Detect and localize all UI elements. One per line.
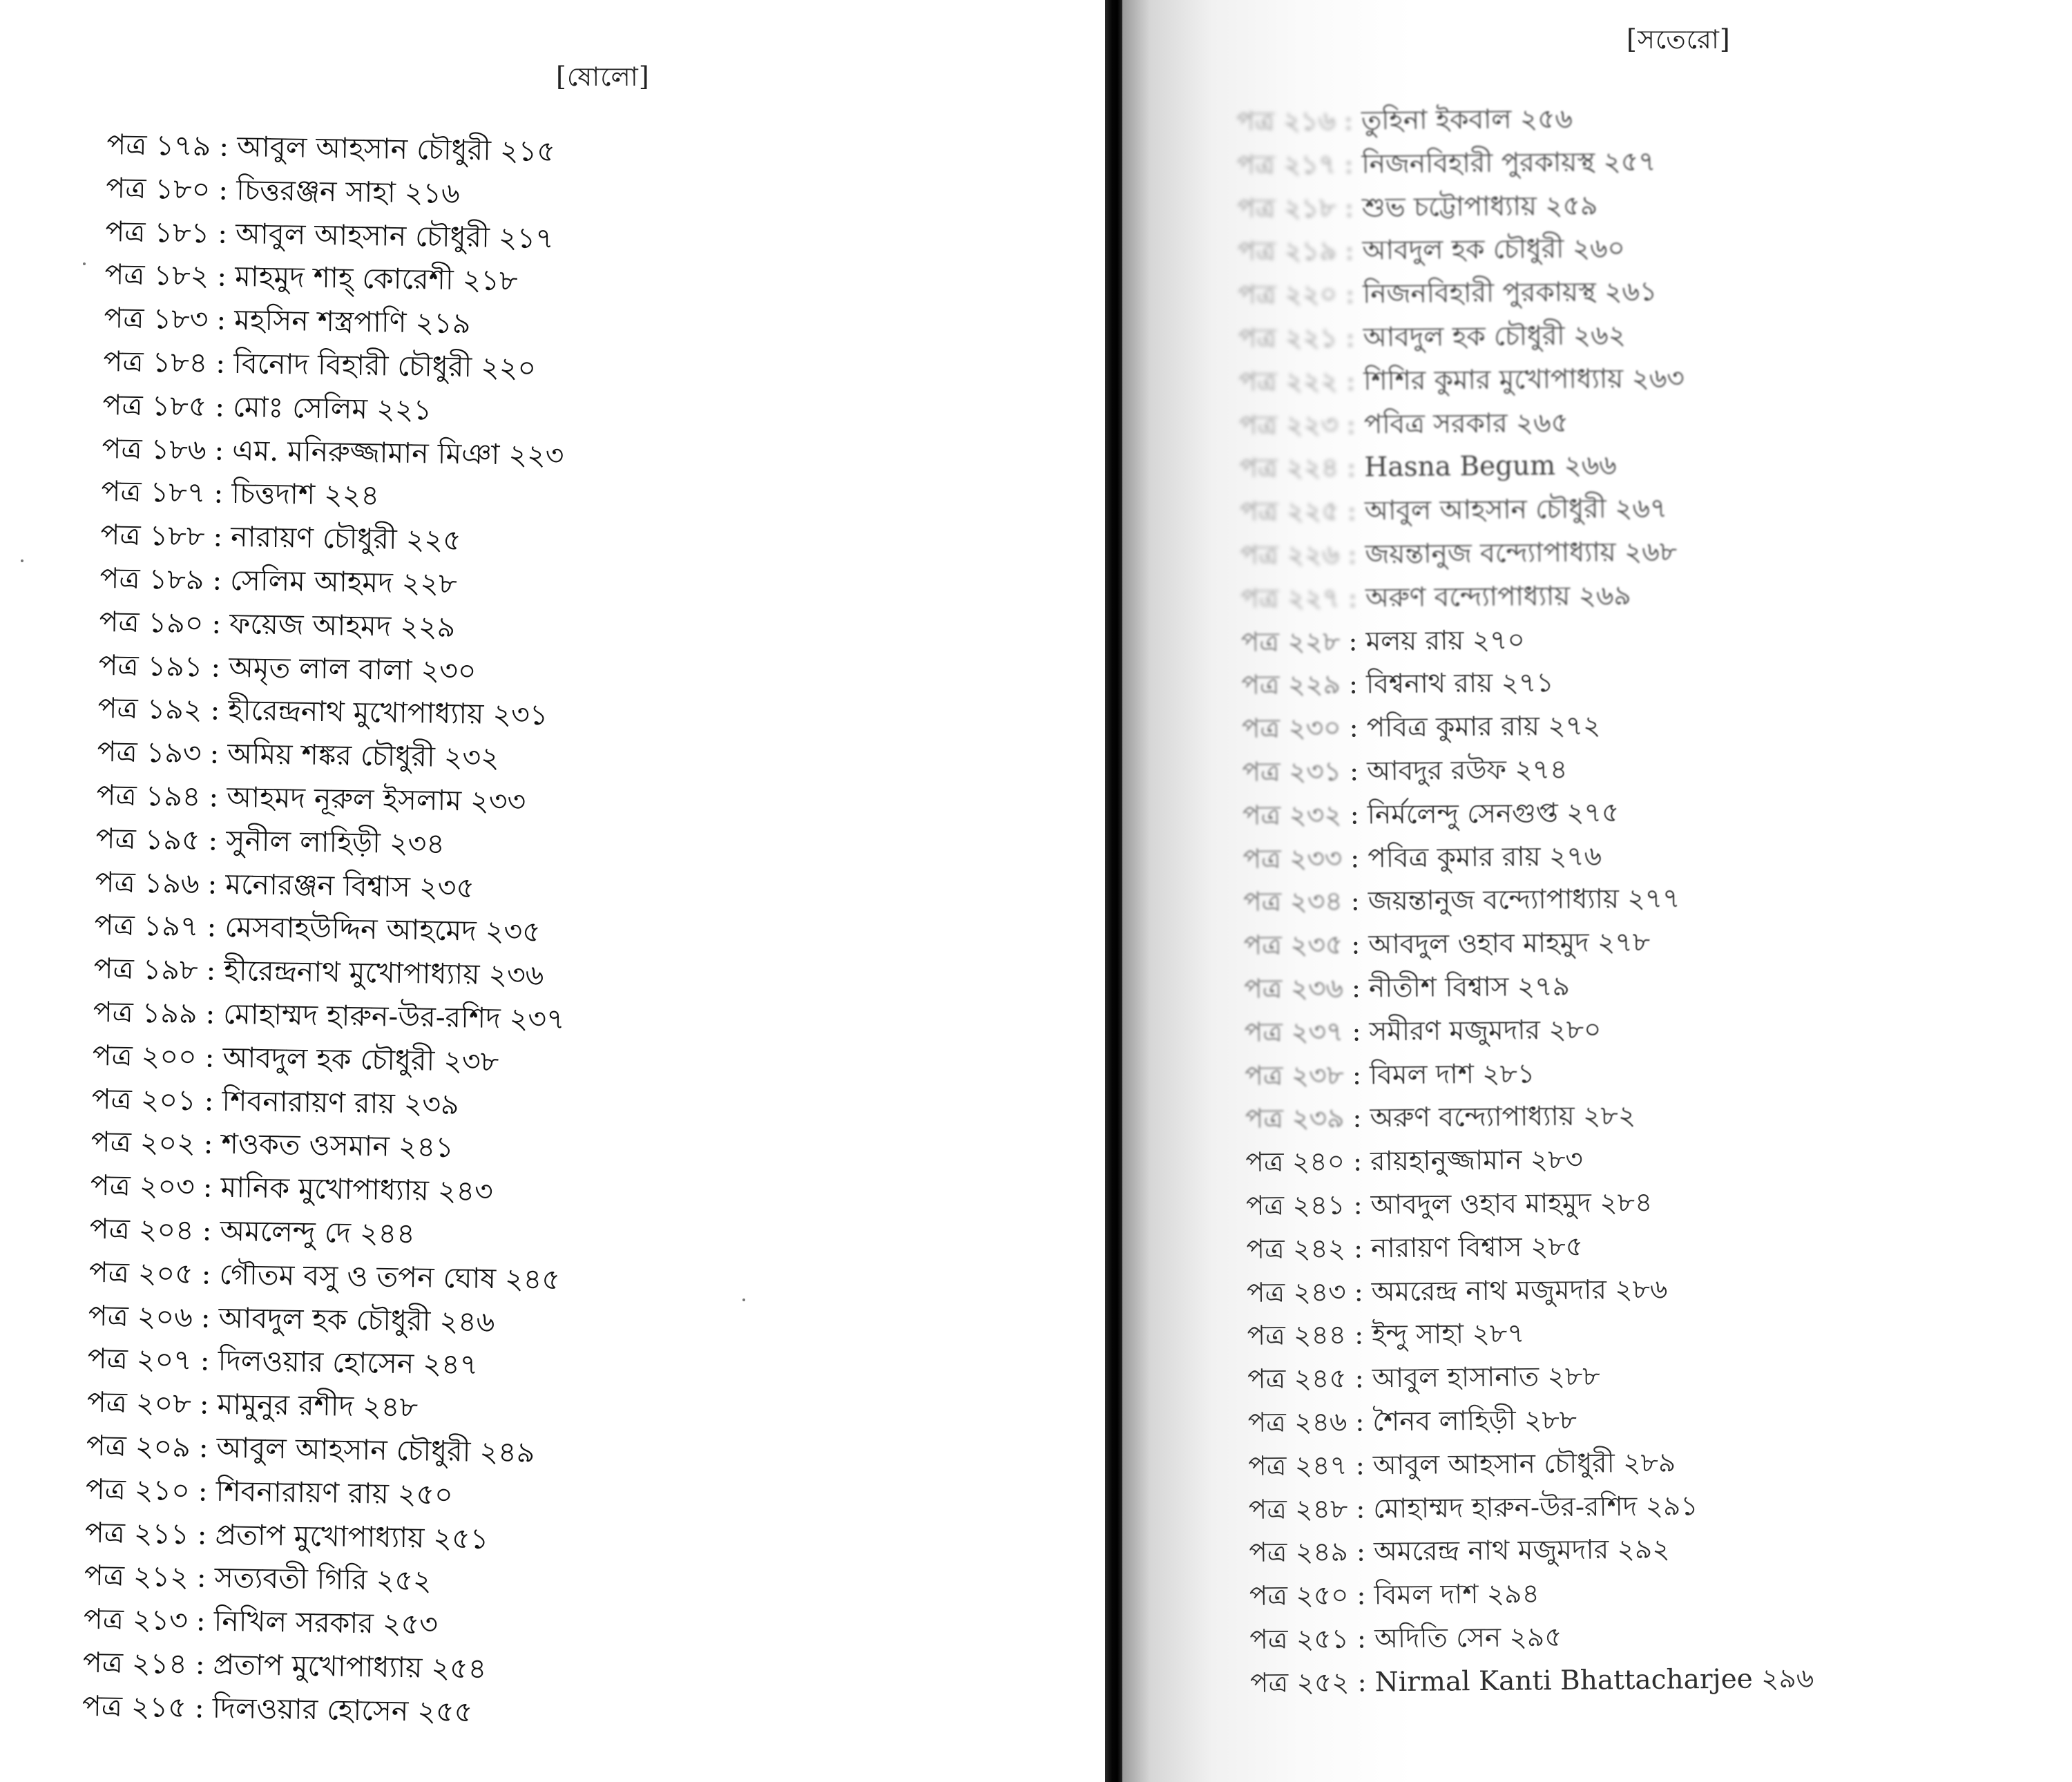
entry-separator: : — [1351, 973, 1361, 1004]
letter-number: পত্র ২৪৭ — [1248, 1450, 1347, 1482]
entry-separator: : — [199, 1387, 210, 1421]
index-entry — [1241, 658, 2036, 708]
author-and-page: নিজনবিহারী পুরকায়স্থ ২৫৭ — [1361, 146, 1656, 180]
letter-number: পত্র ১৮৮ — [100, 518, 205, 553]
letter-number: পত্র ২৪১ — [1245, 1189, 1345, 1222]
author-and-page: আবুল হাসানাত ২৮৮ — [1372, 1361, 1600, 1395]
author-and-page: গৌতম বসু ও তপন ঘোষ ২৪৫ — [219, 1257, 561, 1296]
letter-number: পত্র ২১১ — [84, 1515, 190, 1551]
entry-separator: : — [205, 997, 215, 1031]
entry-separator: : — [1356, 1536, 1366, 1568]
index-entry — [1245, 1091, 2040, 1142]
entry-separator: : — [212, 563, 222, 597]
author-and-page: আবদুল ওহাব মাহমুদ ২৮৪ — [1370, 1187, 1653, 1221]
entry-separator: : — [1354, 1319, 1364, 1351]
author-and-page: জয়ন্তানুজ বন্দ্যোপাধ্যায় ২৭৭ — [1368, 883, 1680, 917]
author-and-page: তুহিনা ইকবাল ২৫৬ — [1361, 103, 1573, 137]
index-entry — [1242, 701, 2037, 751]
author-and-page: নারায়ণ চৌধুরী ২২৫ — [230, 520, 462, 557]
letter-number: পত্র ২০৪ — [89, 1211, 195, 1247]
letter-number: পত্র ২৪৩ — [1246, 1276, 1346, 1309]
letter-number: পত্র ২২৭ — [1240, 582, 1341, 615]
author-and-page: ফয়েজ আহমদ ২২৯ — [229, 606, 456, 644]
author-and-page: বিমল দাশ ২৮১ — [1369, 1057, 1535, 1091]
author-and-page: শিবনারায়ণ রায় ২৩৯ — [222, 1084, 460, 1121]
entry-separator: : — [217, 259, 227, 294]
index-entry — [1247, 1265, 2042, 1315]
author-and-page: সেলিম আহমদ ২২৮ — [229, 563, 458, 601]
letter-number: পত্র ২৪৮ — [1248, 1493, 1348, 1526]
letter-number: পত্র ২৩০ — [1241, 712, 1341, 745]
entry-separator: : — [1352, 1016, 1361, 1048]
entry-separator: : — [1352, 1102, 1362, 1134]
letter-number: পত্র ২২২ — [1238, 365, 1339, 398]
author-and-page: ইন্দু সাহা ২৮৭ — [1372, 1318, 1525, 1351]
author-and-page: আবদুল ওহাব মাহমুদ ২৭৮ — [1368, 926, 1651, 961]
entry-separator: : — [206, 953, 216, 987]
author-and-page: শিবনারায়ণ রায় ২৫০ — [215, 1474, 454, 1511]
entry-separator: : — [1345, 235, 1354, 267]
entry-separator: : — [1347, 495, 1357, 527]
author-and-page: শওকত ওসমান ২৪১ — [221, 1127, 454, 1165]
entry-separator: : — [1346, 452, 1356, 483]
letter-number: পত্র ১৯৮ — [93, 951, 198, 987]
letter-number: পত্র ২৩৮ — [1245, 1060, 1345, 1092]
letter-number: পত্র ২৩৯ — [1245, 1103, 1345, 1136]
letter-number: পত্র ২০৫ — [88, 1255, 194, 1290]
author-and-page: আবুল আহসান চৌধুরী ২১৭ — [235, 216, 555, 255]
letter-number: পত্র ২৪৬ — [1247, 1406, 1347, 1439]
author-and-page: শুভ চট্টোপাধ্যায় ২৫৯ — [1361, 190, 1598, 224]
index-entry — [1240, 528, 2035, 578]
letter-number: পত্র ২১৭ — [1236, 148, 1336, 181]
entry-separator: : — [211, 650, 221, 684]
letter-number: পত্র ২৫১ — [1249, 1623, 1350, 1656]
entry-separator: : — [1356, 1580, 1366, 1611]
page-number-header: [ষোলো] — [556, 61, 650, 92]
author-and-page: আবুল আহসান চৌধুরী ২৬৭ — [1364, 492, 1668, 527]
entry-separator: : — [1354, 1363, 1364, 1395]
letter-number: পত্র ২৫০ — [1249, 1580, 1349, 1613]
author-and-page: বিমল দাশ ২৯৪ — [1374, 1578, 1539, 1611]
index-entry — [1243, 874, 2038, 925]
entry-separator: : — [204, 1040, 215, 1074]
index-entry — [1239, 441, 2034, 491]
author-and-page: শৈনব লাহিড়ী ২৮৮ — [1372, 1404, 1577, 1438]
author-and-page: Nirmal Kanti Bhattacharjee ২৯৬ — [1374, 1663, 1814, 1698]
entry-separator: : — [216, 303, 227, 336]
letter-number: পত্র ১৭৯ — [106, 127, 211, 163]
index-entry — [1243, 831, 2037, 881]
author-and-page: এম. মনিরুজ্জামান মিঞা ২২৩ — [231, 433, 564, 472]
paper-speck — [21, 559, 23, 562]
letter-number: পত্র ২০২ — [90, 1125, 196, 1160]
entry-separator: : — [218, 173, 229, 207]
entry-separator: : — [209, 736, 220, 770]
entry-separator: : — [218, 129, 229, 163]
letter-number: পত্র ২১২ — [84, 1559, 189, 1594]
letter-number: পত্র ১৯৪ — [96, 778, 201, 814]
index-entry — [1237, 137, 2032, 188]
letter-number: পত্র ১৯৩ — [97, 735, 202, 770]
entry-separator: : — [211, 606, 222, 640]
author-and-page: অরুণ বন্দ্যোপাধ্যায় ২৬৯ — [1365, 579, 1631, 614]
index-entry — [1249, 1612, 2044, 1663]
entry-separator: : — [201, 1257, 211, 1291]
entry-separator: : — [207, 910, 217, 943]
letter-number: পত্র ২১৩ — [83, 1602, 189, 1638]
author-and-page: হীরেন্দ্রনাথ মুখোপাধ্যায় ২৩১ — [227, 693, 548, 732]
entry-separator: : — [1347, 582, 1358, 614]
entry-separator: : — [1343, 105, 1354, 137]
letter-number: পত্র ২১৫ — [81, 1689, 187, 1724]
author-and-page: মোহাম্মদ হারুন-উর-রশিদ ২৯১ — [1373, 1490, 1698, 1524]
book-gutter — [1105, 0, 1124, 1782]
author-and-page: রায়হানুজ্জামান ২৮৩ — [1370, 1144, 1584, 1178]
author-and-page: পবিত্র কুমার রায় ২৭৬ — [1368, 840, 1602, 874]
letter-number: পত্র ২২৬ — [1240, 539, 1340, 571]
entry-separator: : — [1344, 148, 1354, 180]
entry-separator: : — [207, 866, 218, 901]
index-entry — [1246, 1178, 2041, 1229]
author-and-page: মানিক মুখোপাধ্যায় ২৪৩ — [220, 1170, 494, 1209]
author-and-page: আহমদ নূরুল ইসলাম ২৩৩ — [226, 780, 526, 818]
author-and-page: আবদুল হক চৌধুরী ২৬০ — [1362, 233, 1626, 267]
letter-number: পত্র ২৩১ — [1242, 756, 1342, 788]
author-and-page: সমীরণ মজুমদার ২৮০ — [1369, 1014, 1602, 1048]
author-and-page: মলয় রায় ২৭০ — [1365, 624, 1526, 657]
index-entry — [1243, 918, 2038, 968]
author-and-page: অদিতি সেন ২৯৫ — [1374, 1621, 1562, 1655]
author-and-page: চিত্তরঞ্জন সাহা ২১৬ — [236, 173, 461, 210]
letter-number: পত্র ২৪০ — [1245, 1146, 1345, 1179]
index-entry — [1238, 311, 2033, 361]
author-and-page: জয়ন্তানুজ বন্দ্যোপাধ্যায় ২৬৮ — [1365, 536, 1678, 571]
letter-number: পত্র ২২৯ — [1241, 669, 1341, 702]
author-and-page: মোঃ সেলিম ২২১ — [232, 390, 432, 427]
paper-speck — [83, 262, 86, 265]
entry-separator: : — [1353, 1189, 1363, 1221]
index-entry — [1245, 1135, 2040, 1185]
letter-index-list — [1236, 94, 2044, 1705]
entry-separator: : — [1345, 322, 1355, 354]
author-and-page: সত্যবতী গিরি ২৫২ — [214, 1561, 432, 1598]
letter-number: পত্র ১৯০ — [99, 604, 204, 640]
entry-separator: : — [195, 1647, 206, 1681]
letter-number: পত্র ২০৬ — [88, 1299, 193, 1334]
letter-number: পত্র ২০৮ — [86, 1385, 192, 1421]
index-entry — [1239, 398, 2034, 448]
author-and-page: চিত্তদাশ ২২৪ — [231, 477, 380, 512]
author-and-page: নিখিল সরকার ২৫৩ — [213, 1604, 439, 1641]
author-and-page: নির্মলেন্দু সেনগুপ্ত ২৭৫ — [1367, 796, 1620, 831]
index-entry — [1241, 614, 2036, 664]
letter-number: পত্র ২২৮ — [1240, 626, 1341, 658]
index-entry — [1249, 1525, 2044, 1575]
author-and-page: সুনীল লাহিড়ী ২৩৪ — [225, 823, 445, 861]
entry-separator: : — [196, 1560, 207, 1594]
author-and-page: হীরেন্দ্রনাথ মুখোপাধ্যায় ২৩৬ — [224, 953, 544, 993]
entry-separator: : — [1348, 626, 1358, 658]
letter-number: পত্র ২১৬ — [1236, 105, 1336, 137]
letter-number: পত্র ২১৮ — [1237, 192, 1337, 224]
letter-number: পত্র ২২০ — [1238, 278, 1338, 312]
entry-separator: : — [1354, 1276, 1363, 1308]
author-and-page: পবিত্র কুমার রায় ২৭২ — [1366, 710, 1601, 744]
letter-number: পত্র ২০৩ — [90, 1168, 195, 1204]
index-entry — [1247, 1352, 2042, 1402]
letter-number: পত্র ১৮৯ — [99, 561, 204, 597]
entry-separator: : — [213, 519, 223, 553]
author-and-page: আবদুল হক চৌধুরী ২৩৮ — [222, 1040, 499, 1078]
author-and-page: মনোরঞ্জন বিশ্বাস ২৩৫ — [225, 867, 475, 905]
author-and-page: দিলওয়ার হোসেন ২৪৭ — [218, 1344, 479, 1381]
author-and-page: অমরেন্দ্র নাথ মজুমদার ২৯২ — [1373, 1533, 1670, 1568]
entry-separator: : — [198, 1430, 209, 1464]
index-entry — [1249, 1569, 2044, 1619]
letter-number: পত্র ২০৭ — [87, 1342, 193, 1377]
paper-speck — [742, 1299, 745, 1301]
letter-number: পত্র ২৩২ — [1242, 799, 1342, 832]
index-entry — [1238, 354, 2033, 405]
entry-separator: : — [215, 390, 225, 423]
author-and-page: Hasna Begum ২৬৬ — [1364, 450, 1617, 483]
letter-number: পত্র ১৮৬ — [102, 431, 207, 466]
letter-number: পত্র ১৮০ — [106, 171, 211, 207]
index-entry — [1250, 1656, 2045, 1706]
letter-number: পত্র ১৯৫ — [95, 821, 200, 856]
entry-separator: : — [1349, 756, 1359, 787]
letter-number: পত্র ২৩৩ — [1243, 843, 1343, 875]
letter-number: পত্র ২৩৬ — [1244, 973, 1344, 1005]
entry-separator: : — [195, 1604, 207, 1638]
letter-number: পত্র ১৯১ — [98, 648, 203, 683]
author-and-page: আবদুল হক চৌধুরী ২৬২ — [1363, 320, 1627, 354]
entry-separator: : — [217, 216, 228, 250]
letter-number: পত্র ২২৪ — [1239, 452, 1339, 485]
letter-number: পত্র ২৪৫ — [1247, 1363, 1347, 1396]
author-and-page: অমিয় শঙ্কর চৌধুরী ২৩২ — [227, 737, 500, 775]
index-entry — [1244, 961, 2039, 1012]
index-entry — [1246, 1222, 2041, 1272]
right-page — [1122, 0, 2072, 1782]
letter-number: পত্র ২০০ — [92, 1038, 198, 1073]
letter-number: পত্র ১৯৬ — [95, 865, 200, 900]
letter-number: পত্র ১৮৫ — [102, 387, 207, 423]
author-and-page: মেসবাহউদ্দিন আহমেদ ২৩৫ — [224, 910, 541, 949]
author-and-page: অরুণ বন্দ্যোপাধ্যায় ২৮২ — [1370, 1100, 1636, 1134]
letter-number: পত্র ২৩৫ — [1243, 929, 1343, 962]
index-entry — [1245, 1005, 2040, 1055]
page-number-header: [সতেরো] — [1627, 24, 1731, 55]
letter-number: পত্র ২০৯ — [86, 1428, 191, 1464]
entry-separator: : — [1356, 1493, 1365, 1525]
letter-number: পত্র ১৮৩ — [104, 301, 209, 336]
entry-separator: : — [203, 1127, 213, 1160]
entry-separator: : — [209, 780, 219, 814]
index-entry — [1238, 224, 2033, 274]
author-and-page: মামুনুর রশীদ ২৪৮ — [217, 1387, 419, 1424]
index-entry — [1236, 94, 2031, 144]
entry-separator: : — [1350, 799, 1359, 831]
entry-separator: : — [1350, 885, 1361, 917]
author-and-page: বিশ্বনাথ রায় ২৭১ — [1365, 667, 1554, 700]
entry-separator: : — [1351, 929, 1361, 961]
author-and-page: নিজনবিহারী পুরকায়স্থ ২৬১ — [1363, 276, 1658, 310]
author-and-page: বিনোদ বিহারী চৌধুরী ২২০ — [233, 346, 537, 385]
entry-separator: : — [210, 693, 220, 727]
index-entry — [1238, 267, 2033, 318]
author-and-page: নীতীশ বিশ্বাস ২৭৯ — [1368, 970, 1571, 1004]
author-and-page: নারায়ণ বিশ্বাস ২৮৫ — [1370, 1231, 1584, 1265]
index-entry — [1247, 1308, 2042, 1359]
letter-number: পত্র ২১৯ — [1237, 236, 1337, 268]
letter-number: পত্র ২৫২ — [1249, 1667, 1350, 1699]
entry-separator: : — [1349, 712, 1359, 744]
entry-separator: : — [1344, 192, 1354, 224]
letter-number: পত্র ১৮১ — [105, 214, 210, 249]
letter-number: পত্র ২৩৪ — [1243, 886, 1343, 919]
entry-separator: : — [1356, 1623, 1367, 1655]
entry-separator: : — [208, 823, 218, 857]
entry-separator: : — [202, 1214, 212, 1247]
index-entry — [1242, 745, 2037, 795]
letter-number: পত্র ১৯৯ — [93, 995, 198, 1031]
letter-number: পত্র ১৮২ — [104, 258, 209, 293]
author-and-page: অমরেন্দ্র নাথ মজুমদার ২৮৬ — [1371, 1274, 1668, 1307]
letter-number: পত্র ২৪২ — [1246, 1233, 1346, 1265]
letter-number: পত্র ২৩৭ — [1244, 1016, 1344, 1048]
entry-separator: : — [1357, 1667, 1367, 1698]
entry-separator: : — [1355, 1406, 1365, 1438]
entry-separator: : — [1348, 669, 1359, 700]
entry-separator: : — [202, 1170, 213, 1204]
entry-separator: : — [197, 1517, 207, 1551]
author-and-page: মাহমুদ শাহ্ কোরেশী ২১৮ — [234, 260, 518, 298]
letter-number: পত্র ১৮৪ — [103, 344, 208, 380]
index-entry — [1249, 1482, 2044, 1532]
letter-number: পত্র ২০১ — [91, 1082, 197, 1117]
letter-number: পত্র ২৪৪ — [1247, 1319, 1347, 1352]
entry-separator: : — [1345, 365, 1356, 397]
entry-separator: : — [1347, 539, 1357, 571]
entry-separator: : — [204, 1083, 214, 1118]
author-and-page: অমলেন্দু দে ২৪৪ — [220, 1214, 416, 1251]
author-and-page: আবুল আহসান চৌধুরী ২১৫ — [236, 129, 556, 169]
entry-separator: : — [198, 1474, 209, 1508]
entry-separator: : — [1352, 1146, 1363, 1178]
index-entry — [1245, 1048, 2040, 1098]
letter-number: পত্র ১৮৭ — [101, 475, 206, 510]
entry-separator: : — [1350, 843, 1360, 874]
index-entry — [1247, 1395, 2042, 1446]
letter-number: পত্র ২৪৯ — [1249, 1536, 1349, 1569]
entry-separator: : — [1355, 1450, 1365, 1482]
entry-separator: : — [200, 1343, 211, 1377]
letter-number: পত্র ২২৫ — [1240, 495, 1339, 528]
index-entry — [1248, 1439, 2043, 1489]
author-and-page: মহসিন শস্ত্রপাণি ২১৯ — [233, 303, 471, 341]
entry-separator: : — [200, 1300, 211, 1334]
entry-separator: : — [213, 476, 224, 510]
index-entry — [1237, 181, 2032, 231]
index-entry — [1240, 484, 2035, 535]
author-and-page: দিলওয়ার হোসেন ২৫৫ — [212, 1691, 473, 1729]
letter-number: পত্র ১৯২ — [97, 691, 202, 727]
author-and-page: আবদুর রউফ ২৭৪ — [1366, 754, 1568, 787]
index-entry — [1243, 788, 2037, 839]
entry-separator: : — [1346, 409, 1356, 441]
author-and-page: পবিত্র সরকার ২৬৫ — [1363, 407, 1569, 440]
letter-number: পত্র ২১০ — [85, 1472, 191, 1507]
letter-number: পত্র ২১৪ — [82, 1645, 188, 1680]
author-and-page: প্রতাপ মুখোপাধ্যায় ২৫১ — [215, 1517, 489, 1555]
letter-index-list — [82, 123, 1005, 1742]
author-and-page: শিশির কুমার মুখোপাধ্যায় ২৬৩ — [1363, 363, 1685, 397]
author-and-page: আবুল আহসান চৌধুরী ২৪৯ — [216, 1430, 535, 1469]
entry-separator: : — [215, 346, 226, 380]
letter-number: পত্র ২২১ — [1238, 322, 1338, 354]
index-entry — [1240, 571, 2035, 622]
entry-separator: : — [214, 433, 224, 467]
entry-separator: : — [1352, 1060, 1362, 1091]
letter-number: পত্র ২২৩ — [1238, 409, 1339, 441]
author-and-page: অমৃত লাল বালা ২৩০ — [228, 650, 477, 688]
letter-number: পত্র ১৯৭ — [94, 908, 199, 943]
entry-separator: : — [1353, 1233, 1363, 1265]
entry-separator: : — [194, 1690, 205, 1725]
author-and-page: প্রতাপ মুখোপাধ্যায় ২৫৪ — [213, 1647, 487, 1685]
author-and-page: আবদুল হক চৌধুরী ২৪৬ — [218, 1301, 495, 1339]
entry-separator: : — [1345, 278, 1355, 310]
author-and-page: মোহাম্মদ হারুন-উর-রশিদ ২৩৭ — [223, 997, 566, 1036]
author-and-page: আবুল আহসান চৌধুরী ২৮৯ — [1372, 1447, 1676, 1482]
